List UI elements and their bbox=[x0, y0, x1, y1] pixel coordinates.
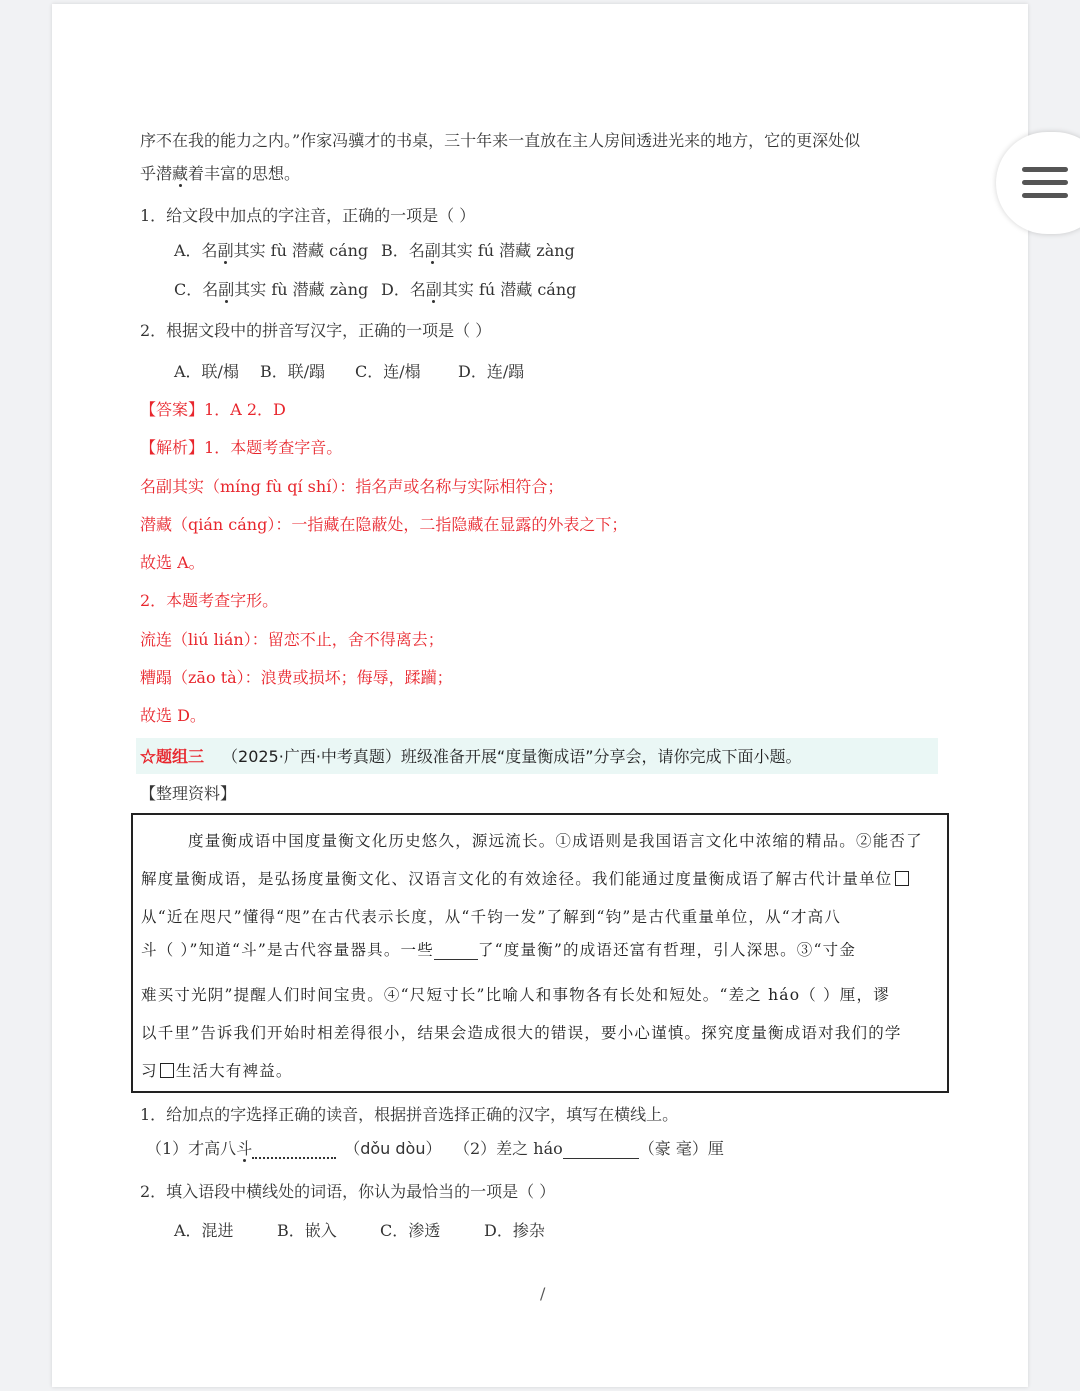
menu-icon-bar-2 bbox=[1022, 180, 1068, 185]
box-line-1: 度量衡成语中国度量衡文化历史悠久，源远流长。①成语则是我国语言文化中浓缩的精品。②能否了 bbox=[188, 832, 923, 850]
q2-option-b: B．联/蹋 bbox=[260, 362, 326, 381]
q4-option-c: C．渗透 bbox=[380, 1221, 441, 1240]
q3-part-2: （2）差之 háo （豪 毫）厘 bbox=[454, 1139, 724, 1158]
group-star-label: ☆题组三 bbox=[140, 747, 205, 766]
dotted-blank bbox=[252, 1157, 336, 1159]
answer-line: 【答案】1．A 2．D bbox=[140, 400, 286, 419]
q4-option-b: B．嵌入 bbox=[277, 1221, 337, 1240]
q2-option-c: C．连/榻 bbox=[355, 362, 421, 381]
box-line-4: 斗（ ）”知道“斗”是古代容量器具。一些 了“度量衡”的成语还富有哲理，引人深思。③“寸金 bbox=[141, 941, 857, 959]
analysis-detail-1: 名副其实（míng fù qí shí）：指名声或名称与实际相符合； bbox=[140, 477, 564, 496]
q3-part-1: （1）才高八斗 （dǒu dòu） bbox=[146, 1139, 442, 1158]
box-line-5: 难买寸光阴”提醒人们时间宝贵。④“尺短寸长”比喻人和事物各有长处和短处。“差之 háo（ ）厘，谬 bbox=[141, 986, 890, 1004]
box-line-3: 从“近在咫尺”懂得“咫”在古代表示长度，从“千钧一发”了解到“钧”是古代重量单位，从“才高八 bbox=[141, 908, 842, 926]
group-title: （2025·广西·中考真题）班级准备开展“度量衡成语”分享会，请你完成下面小题。 bbox=[222, 747, 802, 766]
fill-blank bbox=[434, 959, 478, 960]
q4-option-a: A．混进 bbox=[174, 1221, 234, 1240]
fill-blank bbox=[563, 1158, 639, 1159]
menu-icon-bar-1 bbox=[1022, 167, 1068, 172]
box-line-6: 以千里”告诉我们开始时相差得很小，结果会造成很大的错误，要小心谨慎。探究度量衡成语对我们的学 bbox=[141, 1024, 902, 1042]
question-2-stem: 2．根据文段中的拼音写汉字，正确的一项是（ ） bbox=[140, 321, 492, 340]
square-placeholder bbox=[160, 1063, 174, 1078]
q2-option-a: A．联/榻 bbox=[174, 362, 239, 381]
box-line-7: 习 生活大有裨益。 bbox=[141, 1062, 293, 1080]
group-header bbox=[140, 744, 802, 767]
passage-line-1: 序不在我的能力之内。”作家冯骥才的书桌，三十年来一直放在主人房间透进光来的地方，它的更深处似 bbox=[140, 131, 861, 150]
emphasis-dot-char: 藏 bbox=[172, 164, 189, 183]
material-label: 【整理资料】 bbox=[140, 784, 237, 803]
passage-line-2: 乎潜藏着丰富的思想。 bbox=[140, 164, 301, 183]
square-placeholder bbox=[895, 871, 909, 886]
q1-option-a: A．名副其实 fù 潜藏 cáng bbox=[174, 241, 369, 260]
analysis-detail-3: 故选 A。 bbox=[140, 553, 205, 572]
question-4-stem: 2．填入语段中横线处的词语，你认为最恰当的一项是（ ） bbox=[140, 1182, 556, 1201]
question-3-stem: 1．给加点的字选择正确的读音，根据拼音选择正确的汉字，填写在横线上。 bbox=[140, 1105, 679, 1124]
analysis-detail-4: 2．本题考查字形。 bbox=[140, 591, 279, 610]
page-footer-mark: / bbox=[540, 1284, 546, 1303]
box-line-2: 解度量衡成语，是弘扬度量衡文化、汉语言文化的有效途径。我们能通过度量衡成语了解古代计量单位 bbox=[141, 867, 911, 889]
q4-option-d: D．掺杂 bbox=[484, 1221, 545, 1240]
q2-option-d: D．连/蹋 bbox=[458, 362, 525, 381]
question-1-stem: 1．给文段中加点的字注音，正确的一项是（ ） bbox=[140, 206, 476, 225]
q1-option-b: B．名副其实 fú 潜藏 zàng bbox=[381, 241, 575, 260]
analysis-detail-7: 故选 D。 bbox=[140, 706, 206, 725]
analysis-detail-5: 流连（liú lián）：留恋不止，舍不得离去； bbox=[140, 630, 444, 649]
analysis-line: 【解析】1．本题考查字音。 bbox=[140, 438, 343, 457]
menu-icon-bar-3 bbox=[1022, 193, 1068, 198]
analysis-detail-6: 糟蹋（zāo tà）：浪费或损坏；侮辱，蹂躏； bbox=[140, 668, 453, 687]
q1-option-c: C．名副其实 fù 潜藏 zàng bbox=[174, 280, 369, 299]
q1-option-d: D．名副其实 fú 潜藏 cáng bbox=[381, 280, 577, 299]
analysis-detail-2: 潜藏（qián cáng）：一指藏在隐蔽处，二指隐藏在显露的外表之下； bbox=[140, 515, 628, 534]
